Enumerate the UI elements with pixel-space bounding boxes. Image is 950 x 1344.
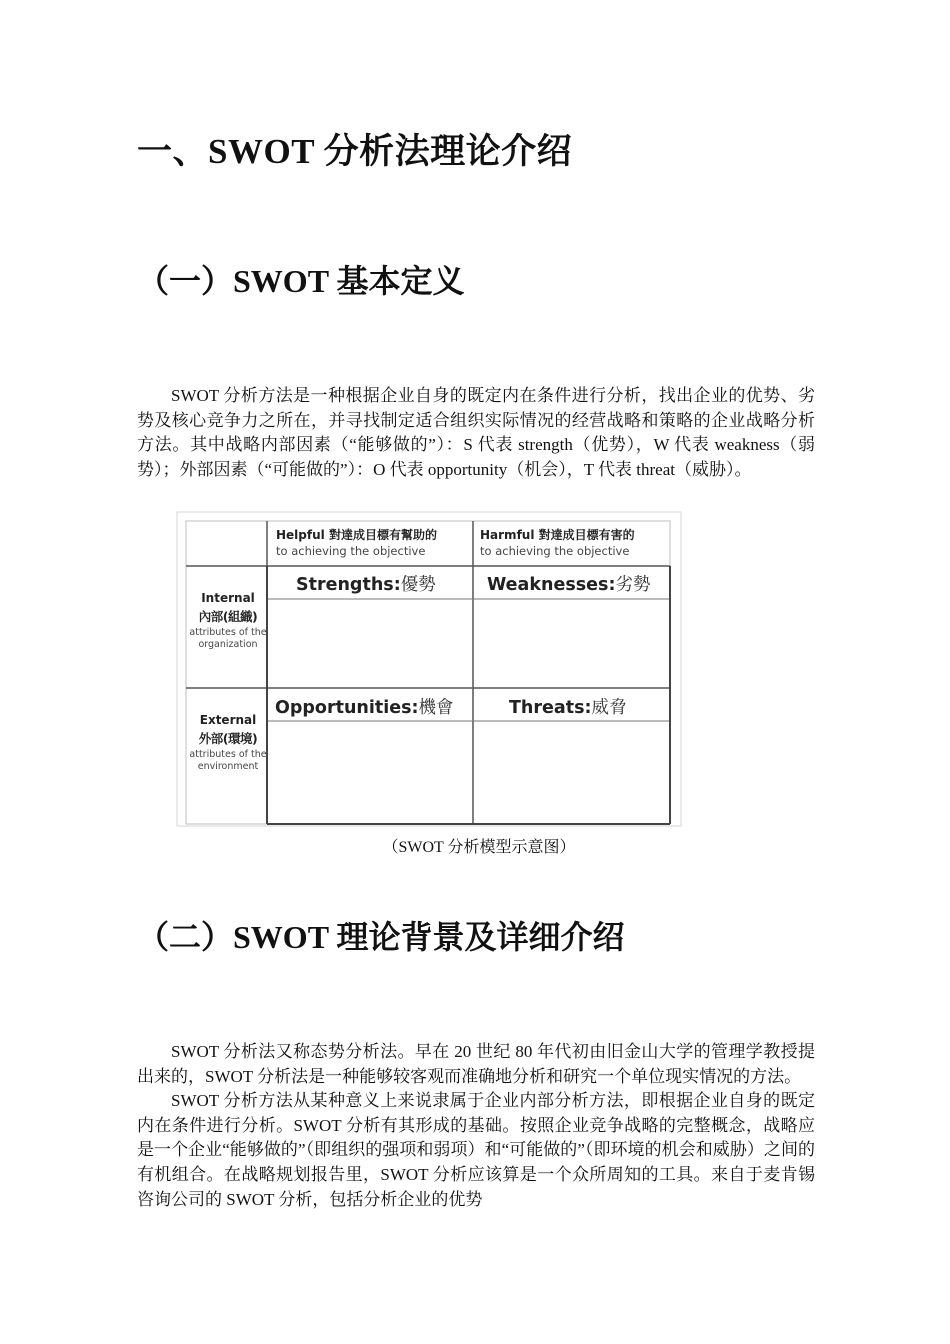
- weaknesses-quadrant-title: [487, 571, 650, 596]
- paragraph-text: SWOT 分析法又称态势分析法。早在 20 世纪 80 年代初由旧金山大学的管理学教授提出来的，SWOT 分析法是一种能够较客观而准确地分析和研究一个单位现实情况的方法。: [137, 1042, 815, 1086]
- figure-caption: （SWOT 分析模型示意图）: [382, 839, 576, 856]
- section1-paragraph: [137, 384, 815, 482]
- external-label: External: [199, 713, 257, 727]
- internal-label-zh: 內部(組織): [198, 609, 258, 624]
- threats-label: Threats:: [509, 698, 592, 718]
- swot-grid-lines: [176, 511, 682, 827]
- external-description: attributes of the environment: [189, 749, 267, 772]
- helpful-header-title: Helpful 對達成目標有幫助的: [276, 528, 437, 542]
- paragraph-text: SWOT 分析方法是一种根据企业自身的既定内在条件进行分析，找出企业的优势、劣势及核心竞争力之所在，并寻找制定适合组织实际情况的经营战略和策略的企业战略分析方法。其中战略内部因素（“能够做的”）：S 代表 strength（优势），W 代表 weakness（弱势）；外部因素（“可能做的”）：O 代表 opportunity（机会），T 代表 threat（威胁）。: [137, 386, 815, 479]
- threats-label-zh: 威脅: [591, 698, 627, 718]
- helpful-column-header: [276, 526, 437, 558]
- swot-figure: [176, 511, 682, 827]
- harmful-header-title: Harmful 對達成目標有害的: [480, 528, 635, 542]
- opportunities-label: Opportunities:: [275, 698, 419, 718]
- weaknesses-label-zh: 劣勢: [615, 575, 651, 595]
- internal-description: attributes of the organization: [189, 627, 267, 650]
- opportunities-label-zh: 機會: [418, 698, 454, 718]
- section1-heading: （一）SWOT 基本定义: [137, 263, 465, 299]
- internal-label: Internal: [201, 591, 255, 605]
- section2-heading: （二）SWOT 理论背景及详细介绍: [137, 919, 625, 955]
- strengths-label: Strengths:: [296, 575, 401, 595]
- weaknesses-label: Weaknesses:: [487, 575, 616, 595]
- strengths-label-zh: 優勢: [400, 575, 436, 595]
- paragraph-text: SWOT 分析方法从某种意义上来说隶属于企业内部分析方法，即根据企业自身的既定内在条件进行分析。SWOT 分析有其形成的基础。按照企业竞争战略的完整概念，战略应是一个企业“能够做的”（即组织的强项和弱项）和“可能做的”（即环境的机会和威胁）之间的有机组合。在战略规划报告里，SWOT 分析应该算是一个众所周知的工具。来自于麦肯锡咨询公司的 SWOT 分析，包括分析企业的优势: [137, 1091, 815, 1209]
- main-heading: 一、SWOT 分析法理论介绍: [137, 132, 573, 171]
- opportunities-quadrant-title: [275, 694, 454, 719]
- threats-quadrant-title: [509, 694, 626, 719]
- external-label-zh: 外部(環境): [198, 731, 258, 746]
- strengths-quadrant-title: [296, 571, 436, 596]
- internal-row-header: [188, 591, 268, 650]
- external-row-header: [188, 713, 268, 772]
- helpful-header-subtitle: to achieving the objective: [276, 544, 426, 558]
- section2-body: [137, 1040, 815, 1212]
- harmful-header-subtitle: to achieving the objective: [480, 544, 630, 558]
- harmful-column-header: [480, 526, 635, 558]
